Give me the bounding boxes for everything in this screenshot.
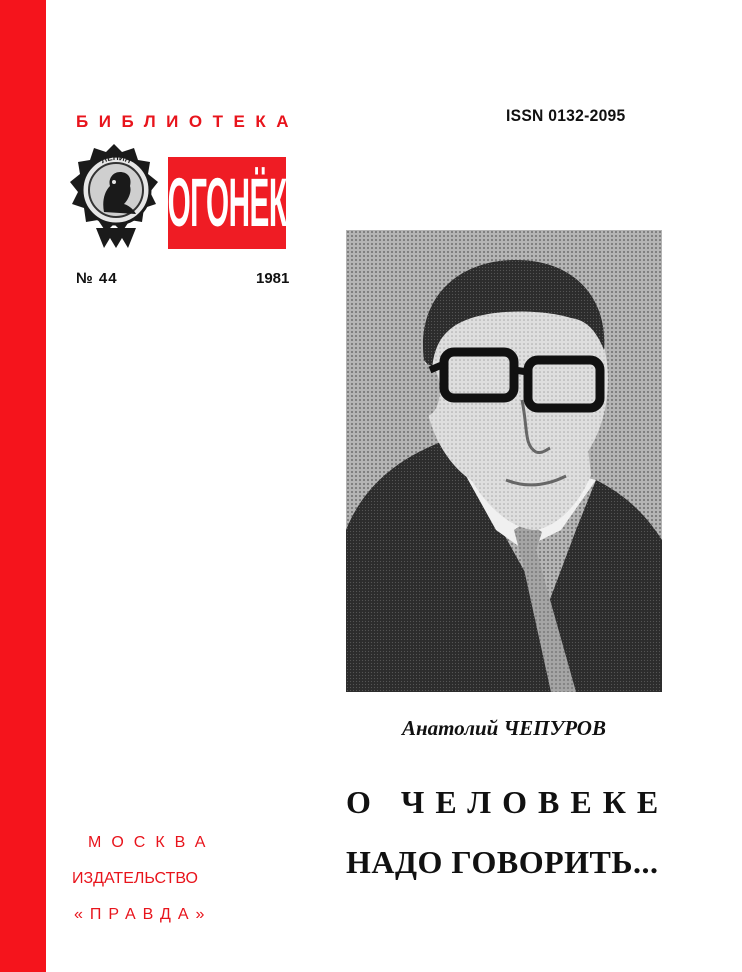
series-label: БИБЛИОТЕКА [76, 112, 299, 131]
issn-number: ISSN 0132-2095 [506, 106, 626, 125]
logo-text: ОГОНЁК [168, 164, 286, 242]
publisher-city: МОСКВА [88, 834, 216, 851]
publication-year: 1981 [256, 270, 290, 287]
ogonek-logo [168, 157, 286, 249]
publisher-name: «ПРАВДА» [74, 906, 212, 923]
book-title-line-2: НАДО ГОВОРИТЬ... [346, 844, 659, 880]
order-of-lenin-icon [66, 142, 162, 252]
publisher-label: ИЗДАТЕЛЬСТВО [72, 870, 198, 887]
red-spine-strip [0, 0, 46, 972]
author-name: Анатолий ЧЕПУРОВ [402, 716, 606, 740]
book-title-line-1: О ЧЕЛОВЕКЕ [346, 784, 670, 820]
badge-lettering: ЛЕНИН [99, 152, 133, 166]
author-portrait-photo [346, 230, 662, 692]
issue-number: № 44 [76, 270, 118, 287]
